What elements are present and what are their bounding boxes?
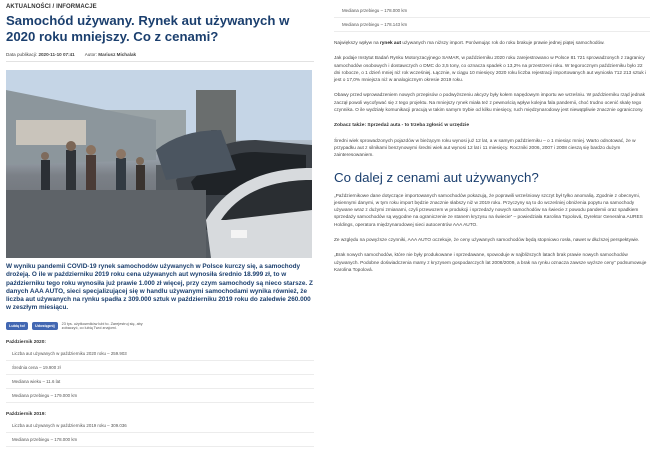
paragraph-akcyza: Obawy przed wprowadzeniem nowych przepisów o podwyższeniu akcyzy były kołem napędowym importu we wrześniu. W październiku rząd jednak zaczął powoli wycofywać się z tego projektu. Na mniejszy rynek miała też z pewnością wpływ kolejna fala pandemii, choć trudno ocenić skalę tego czynnika. O ile wydziały komunikacji pracują w takim samym trybie od kilku miesięcy, ruch międzynarodowy jest niewątpliwie znacznie ograniczony. [334,93,645,114]
stats-2020-heading: Październik 2020: [6,339,46,345]
section-heading: Co dalej z cenami aut używanych? [334,169,539,185]
see-also-link[interactable]: Zobacz także: Sprzedaż auta - to trzeba zgłosić w urzędzie [334,123,470,129]
paragraph-wiek: Średni wiek sprowadzonych pojazdów w bieżącym roku wynosi już 12 lat, a w samym październiku – o 1 miesiąc mniej. Warto odnotować, że w przypadku aut z silnikami benzynowymi średni wiek aut wynosi 12 lat i 11 miesięcy. Roczniki 2006, 2007 i 2008 cieszą się bardzo dużym zainteresowaniem. [334,138,636,159]
stats-2019-heading: Październik 2019: [6,411,46,417]
list-item: Mediana przebiegu – 178.000 km [6,433,314,447]
breadcrumb[interactable]: AKTUALNOŚCI / INFORMACJE [6,4,97,10]
article-lead: W wyniku pandemii COVID-19 rynek samochodów używanych w Polsce kurczy się, a samochody drożeją. O ile w październiku 2019 roku cena używanych aut wynosiła średnio 18.999 zł, to w październiku tego roku wynosiła już prawie 1.000 zł więcej, przy czym samochody są nieco starsze. Z danych AAA AUTO, sieci specjalizującej się w handlu używanymi samochodami wynika również, że liczba aut używanych na rynku spadła z 309.000 sztuk w październiku 2019 roku do zaledwie 260.000 w zeszłym miesiącu. [6,263,313,312]
article-meta [6,52,314,57]
article-left-column [6,4,314,447]
divider [6,61,314,62]
list-item: Liczba aut używanych w październiku 2019 roku – 309.036 [6,419,314,433]
like-note: 23 tys. użytkowników lubi to. Zarejestruj się, aby zobaczyć, co lubią Twoi znajomi. [61,321,143,331]
stats-continued [334,4,650,32]
inline-link-rynek-aut[interactable]: rynek aut [379,41,402,46]
article-photo [6,70,312,258]
list-item: Mediana przebiegu – 178.143 km [334,18,650,32]
share-button[interactable]: Udostępnij [32,322,58,330]
paragraph-outlook: Ze względu na powyższe czynniki, AAA AUTO oczekuje, że ceny używanych samochodów będą stopniowo rosła, nawet w dłuższej perspektywie. [334,238,640,244]
article-title: Samochód używany. Rynek aut używanych w 2020 roku mniejszy. Co z cenami? [6,13,290,44]
like-button[interactable]: Lubię to! [6,322,28,330]
paragraph-import: Największy wpływ na rynek aut używanych ma niższy import. Porównując rok do roku brakuje prawie jednej piątej samochodów. [334,41,605,46]
paragraph-quote-1: „Październikowe dane dotyczące importowanych samochodów pokazują, że poprawili wrześniowy szczyt był tylko anomalią. Zgodnie z obecnymi, jesiennymi danymi, w tym roku import będzie znacznie słabszy niż w 2019 roku. Przyczyny są to do wcześniej obniżenia popytu na samochody używane wraz z dużymi zmianami, czyli przewozem w produkcji i sprzedaży nowych samochodów na świecie z powodu pandemii oraz spadkiem sprzedaży samochodów są wygodne na ograniczenie ze stanem kryzysu na świecie” – powiedziała Karolina Topolová, Dyrektor Generalna AURES Holdings, operatora międzynarodowej sieci autocentrów AAA AUTO. [334,193,643,228]
facebook-share [6,322,314,331]
published-label: Data publikacji: [6,52,38,57]
published-date: 2020-11-10 07:41 [38,52,75,57]
list-item: Mediana przebiegu – 179.000 km [6,389,314,403]
article-right-column [334,4,650,274]
stats-2020 [6,340,314,403]
list-item: Średnia cena – 19.900 zł [6,361,314,375]
paragraph-quote-2: „Brak nowych samochodów, które nie były produkowane i sprzedawane, spowoduje w najbliższych latach brak prawie nowych samochodów używanych. Podobne doświadczenia mamy z kryzysem gospodarczych lat 2008/2009, a brak na rynku oznacza zawsze wyższe ceny” podsumowuje Karolina Topolová. [334,253,647,273]
stats-2019 [6,412,314,447]
author-label: Autor: [84,52,97,57]
author-name[interactable]: Mariusz Michalak [98,52,137,57]
used-car-lot-image [6,70,312,258]
list-item: Mediana przebiegu – 178.000 km [334,4,650,18]
list-item: Liczba aut używanych w październiku 2020 roku – 259.903 [6,347,314,361]
paragraph-samar: Jak podaje Instytut Badań Rynku Motoryzacyjnego SAMAR, w październiku 2020 roku zarejestrowano w Polsce 81 721 sprowadzonych z zagranicy samochodów osobowych i dostawczych o DMC do 3,5 tony, co oznacza spadek o 13,2% na przestrzeni roku. W tegorocznym październiku było 22 dni robocze, o 1 dzień mniej niż rok wcześniej. Łącznie, w ciągu 10 miesięcy 2020 roku liczba rejestracji importowanych aut wyniosła 712 213 sztuk i jest o 17,0% mniejsza niż w analogicznym okresie 2019 roku. [334,56,647,84]
list-item: Mediana wieku – 11.6 lat [6,375,314,389]
